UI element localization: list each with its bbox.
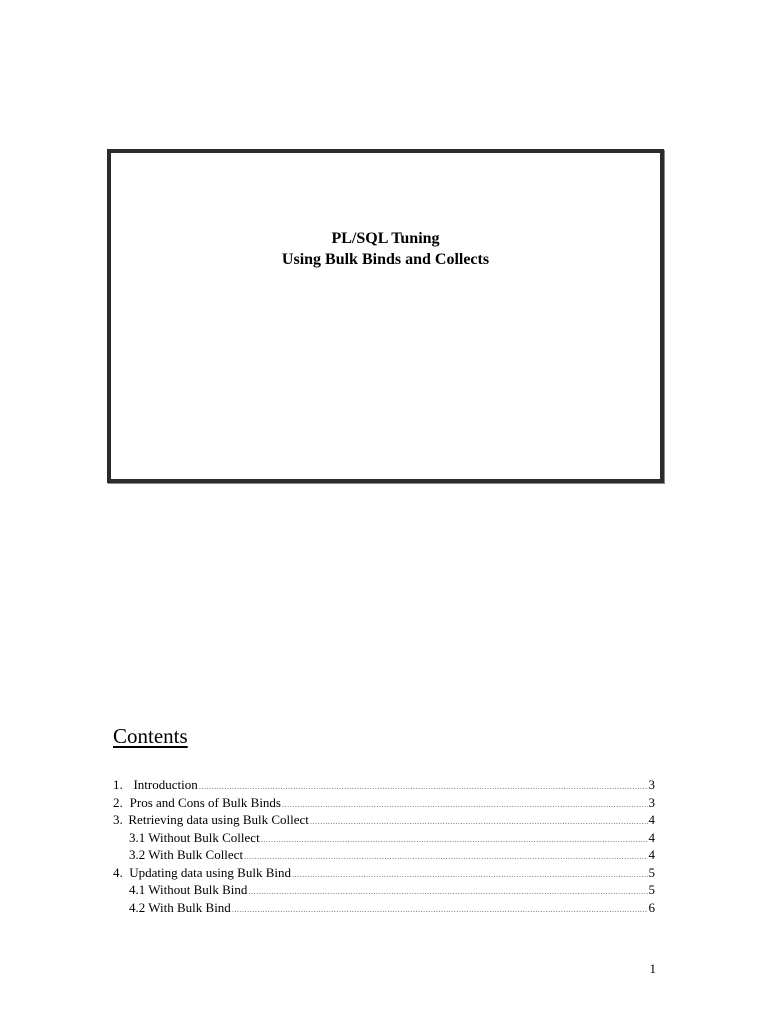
toc-leader-dots xyxy=(310,813,648,831)
page-number: 1 xyxy=(649,961,656,976)
toc-entry-page: 5 xyxy=(648,882,655,897)
toc-entry-number: 1. xyxy=(113,777,123,792)
toc-entry-page: 4 xyxy=(648,829,655,845)
title-line-1: PL/SQL Tuning xyxy=(331,230,440,247)
toc-entry-number: 2. xyxy=(113,794,123,810)
toc-entry-page: 4 xyxy=(648,812,655,827)
toc-entry-with-bulk-collect[interactable] xyxy=(113,846,655,864)
toc-entry-number: 3. xyxy=(113,812,123,827)
toc-leader-dots xyxy=(248,883,647,901)
toc-entry-page: 3 xyxy=(648,794,655,810)
toc-entry-label: 4.1 Without Bulk Bind xyxy=(129,882,248,897)
toc-entry-page: 3 xyxy=(648,777,655,792)
toc-entry-with-bulk-bind[interactable] xyxy=(113,899,655,917)
document-title xyxy=(111,228,660,270)
toc-entry-page: 4 xyxy=(648,847,655,862)
toc-leader-dots xyxy=(261,831,648,849)
toc-entry-number: 4. xyxy=(113,864,123,880)
toc-leader-dots xyxy=(292,866,648,884)
toc-entry-without-bulk-bind[interactable] xyxy=(113,881,655,899)
contents-heading: Contents xyxy=(113,724,188,748)
toc-leader-dots xyxy=(282,796,648,814)
toc-entry-label: 3.1 Without Bulk Collect xyxy=(129,829,260,845)
title-line-2: Using Bulk Binds and Collects xyxy=(281,251,490,268)
toc-leader-dots xyxy=(232,901,648,919)
toc-entry-label: 3.2 With Bulk Collect xyxy=(129,847,244,862)
toc-entry-page: 6 xyxy=(648,899,655,915)
toc-entry-updating-data[interactable] xyxy=(113,864,655,882)
title-box xyxy=(107,149,664,483)
toc-entry-pros-cons[interactable] xyxy=(113,794,655,812)
toc-leader-dots xyxy=(244,848,647,866)
table-of-contents xyxy=(113,776,655,916)
toc-entry-label: Pros and Cons of Bulk Binds xyxy=(129,794,281,810)
toc-entry-retrieving-data[interactable] xyxy=(113,811,655,829)
toc-entry-label: 4.2 With Bulk Bind xyxy=(129,899,231,915)
toc-entry-introduction[interactable] xyxy=(113,776,655,794)
toc-entry-label: Introduction xyxy=(133,777,198,792)
toc-entry-page: 5 xyxy=(648,864,655,880)
toc-entry-without-bulk-collect[interactable] xyxy=(113,829,655,847)
toc-entry-label: Updating data using Bulk Bind xyxy=(129,864,291,880)
toc-entry-label: Retrieving data using Bulk Collect xyxy=(128,812,309,827)
